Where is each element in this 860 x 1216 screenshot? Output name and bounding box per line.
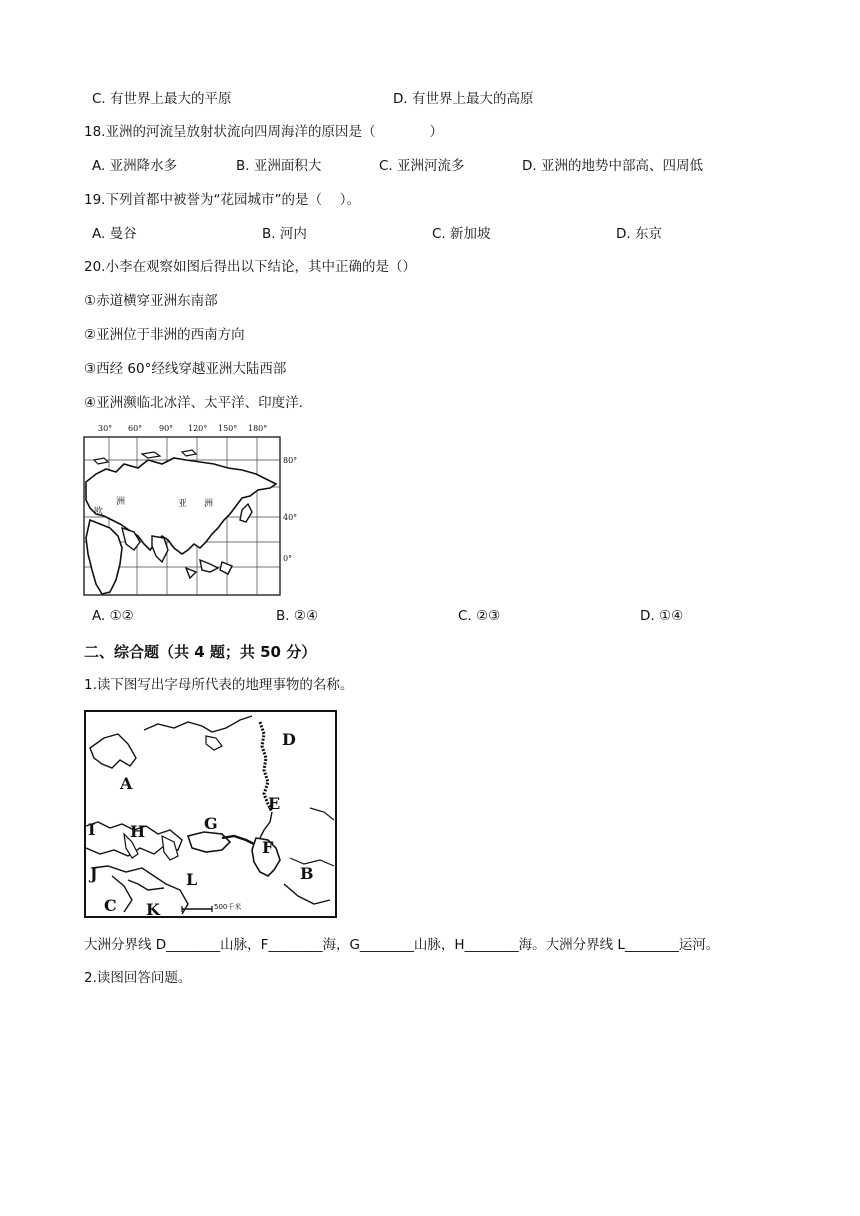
option-d: D. ①④ bbox=[640, 608, 684, 624]
statement-2: ②亚洲位于非洲的西南方向 bbox=[84, 327, 245, 343]
longitude-label: 90° bbox=[159, 424, 174, 433]
option-a: A. ①② bbox=[92, 608, 134, 624]
statement-3: ③西经 60°经线穿越亚洲大陆西部 bbox=[84, 361, 287, 377]
latitude-label: 0° bbox=[283, 554, 293, 563]
option-a: A. 曼谷 bbox=[92, 226, 137, 242]
map-letter: H bbox=[130, 822, 146, 841]
fill-in-blanks: 大洲分界线 D________山脉，F________海，G________山脉，H________海。大洲分界线 L________运河。 bbox=[84, 937, 720, 953]
region-label: 洲 bbox=[204, 499, 214, 509]
map-letter: F bbox=[262, 838, 274, 857]
option-b: B. 河内 bbox=[262, 226, 307, 242]
longitude-label: 60° bbox=[128, 424, 143, 433]
longitude-label: 30° bbox=[98, 424, 113, 433]
region-label: 洲 bbox=[116, 497, 126, 507]
continent-boundary-map bbox=[84, 708, 340, 920]
option-a: A. 亚洲降水多 bbox=[92, 158, 178, 174]
longitude-label: 180° bbox=[248, 424, 268, 433]
option-b: B. 亚洲面积大 bbox=[236, 158, 322, 174]
option-b: B. ②④ bbox=[276, 608, 319, 624]
map-letter: K bbox=[146, 900, 160, 919]
map-letter: E bbox=[268, 794, 281, 813]
option-d: D. 亚洲的地势中部高、四周低 bbox=[522, 158, 703, 174]
option-d: D. 东京 bbox=[616, 226, 662, 242]
map-letter: B bbox=[300, 864, 314, 883]
section-heading: 二、综合题（共 4 题；共 50 分） bbox=[84, 643, 317, 661]
latitude-label: 80° bbox=[283, 456, 298, 465]
region-label: 欧 bbox=[94, 507, 104, 517]
map-letter: A bbox=[120, 774, 133, 793]
statement-1: ①赤道横穿亚洲东南部 bbox=[84, 293, 218, 309]
statement-4: ④亚洲濒临北冰洋、太平洋、印度洋. bbox=[84, 395, 303, 411]
option-c: C. 有世界上最大的平原 bbox=[92, 91, 232, 107]
question-19-stem: 19.下列首都中被誉为“花园城市”的是（ ）。 bbox=[84, 192, 360, 208]
region-label: 亚 bbox=[178, 499, 188, 509]
map-letter: D bbox=[282, 730, 296, 749]
longitude-label: 120° bbox=[188, 424, 208, 433]
longitude-label: 150° bbox=[218, 424, 238, 433]
scale-label: 500千米 bbox=[214, 903, 242, 911]
latitude-label: 40° bbox=[283, 513, 298, 522]
map-letter: G bbox=[204, 814, 218, 833]
question-2-stem: 2.读图回答问题。 bbox=[84, 970, 192, 986]
question-18-stem: 18.亚洲的河流呈放射状流向四周海洋的原因是（ ） bbox=[84, 124, 443, 140]
question-20-stem: 20.小李在观察如图后得出以下结论，其中正确的是（） bbox=[84, 259, 416, 275]
map-letter: C bbox=[104, 896, 117, 915]
map-letter: L bbox=[186, 870, 198, 889]
option-d: D. 有世界上最大的高原 bbox=[393, 91, 534, 107]
map-letter: I bbox=[88, 820, 96, 839]
asia-graticule-map bbox=[82, 424, 312, 600]
option-c: C. 新加坡 bbox=[432, 226, 491, 242]
map-letter: J bbox=[90, 864, 98, 883]
option-c: C. 亚洲河流多 bbox=[379, 158, 465, 174]
option-c: C. ②③ bbox=[458, 608, 501, 624]
question-1-stem: 1.读下图写出字母所代表的地理事物的名称。 bbox=[84, 677, 354, 693]
